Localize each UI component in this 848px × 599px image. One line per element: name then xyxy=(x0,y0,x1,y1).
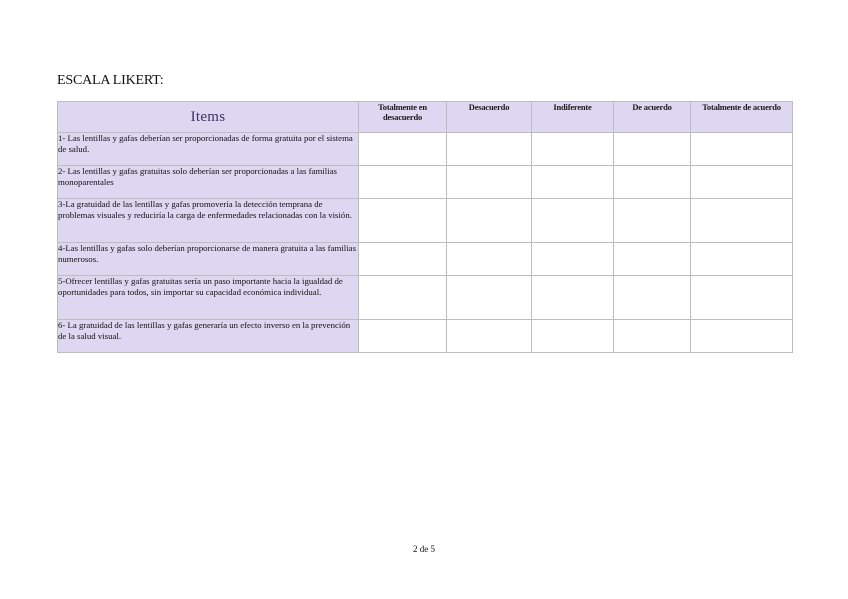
option-header-totalmente-acuerdo: Totalmente de acuerdo xyxy=(691,102,793,133)
response-cell[interactable] xyxy=(359,199,447,243)
response-cell[interactable] xyxy=(447,133,532,166)
header-row xyxy=(58,102,793,133)
response-cell[interactable] xyxy=(447,243,532,276)
response-cell[interactable] xyxy=(614,199,691,243)
response-cell[interactable] xyxy=(532,243,614,276)
response-cell[interactable] xyxy=(614,243,691,276)
item-statement: 6- La gratuidad de las lentillas y gafas generaría un efecto inverso en la prevención de la salud visual. xyxy=(58,320,359,353)
item-statement: 4-Las lentillas y gafas solo deberían proporcionarse de manera gratuita a las familias numerosos. xyxy=(58,243,359,276)
response-cell[interactable] xyxy=(614,166,691,199)
response-cell[interactable] xyxy=(691,276,793,320)
response-cell[interactable] xyxy=(691,199,793,243)
table-row xyxy=(58,320,793,353)
response-cell[interactable] xyxy=(359,243,447,276)
option-header-de-acuerdo: De acuerdo xyxy=(614,102,691,133)
page-number: 2 de 5 xyxy=(413,544,435,554)
response-cell[interactable] xyxy=(614,133,691,166)
table-row xyxy=(58,199,793,243)
response-cell[interactable] xyxy=(532,276,614,320)
response-cell[interactable] xyxy=(691,133,793,166)
item-statement: 5-Ofrecer lentillas y gafas gratuitas sería un paso importante hacia la igualdad de oportunidades para todos, sin importar su capacidad económica individual. xyxy=(58,276,359,320)
response-cell[interactable] xyxy=(532,320,614,353)
response-cell[interactable] xyxy=(447,199,532,243)
section-heading: ESCALA LIKERT: xyxy=(57,73,164,88)
response-cell[interactable] xyxy=(532,166,614,199)
response-cell[interactable] xyxy=(532,133,614,166)
response-cell[interactable] xyxy=(359,166,447,199)
response-cell[interactable] xyxy=(614,320,691,353)
response-cell[interactable] xyxy=(447,276,532,320)
table-row xyxy=(58,276,793,320)
option-header-indiferente: Indiferente xyxy=(532,102,614,133)
option-header-desacuerdo: Desacuerdo xyxy=(447,102,532,133)
table-row xyxy=(58,133,793,166)
response-cell[interactable] xyxy=(532,199,614,243)
likert-table xyxy=(57,101,793,353)
table-row xyxy=(58,166,793,199)
item-statement: 2- Las lentillas y gafas gratuitas solo deberían ser proporcionadas a las familias monoparentales xyxy=(58,166,359,199)
option-header-totalmente-desacuerdo: Totalmente en desacuerdo xyxy=(359,102,447,133)
response-cell[interactable] xyxy=(691,166,793,199)
response-cell[interactable] xyxy=(691,243,793,276)
response-cell[interactable] xyxy=(359,133,447,166)
response-cell[interactable] xyxy=(691,320,793,353)
items-column-header: Items xyxy=(58,102,359,133)
response-cell[interactable] xyxy=(614,276,691,320)
table-row xyxy=(58,243,793,276)
item-statement: 1- Las lentillas y gafas deberían ser proporcionadas de forma gratuita por el sistema de salud. xyxy=(58,133,359,166)
response-cell[interactable] xyxy=(359,320,447,353)
response-cell[interactable] xyxy=(447,320,532,353)
response-cell[interactable] xyxy=(447,166,532,199)
response-cell[interactable] xyxy=(359,276,447,320)
item-statement: 3-La gratuidad de las lentillas y gafas promovería la detección temprana de problemas visuales y reduciría la carga de enfermedades relacionadas con la visión. xyxy=(58,199,359,243)
